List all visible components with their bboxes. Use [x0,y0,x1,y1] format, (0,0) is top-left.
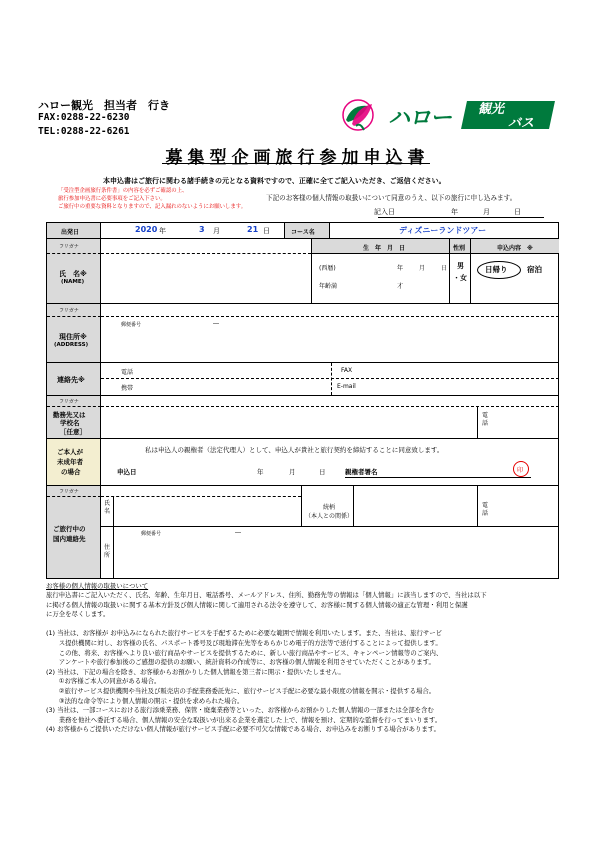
entry-day: 日 [514,208,521,216]
privacy-line: (2) 当社は、下記の場合を除き、お客様からお預かりした個人情報を第三者に開示・提供いたしません。 [46,667,345,676]
intro-text: 本申込書はご旅行に関わる諸手続きの元となる資料ですので、正確に全てご記入いただき、ご返信ください。 [103,177,446,185]
divider [449,239,450,303]
email-label: E-mail [337,383,356,390]
postal-dash: ― [213,320,219,327]
divider [101,316,559,317]
consent-line: 下記のお客様の個人情報の取扱いについて同意のうえ、以下の旅行に申し込みます。 [266,194,517,202]
entry-date-label: 記入日 [374,208,395,216]
guardian-sign-label: 親権者署名 [345,468,378,476]
privacy-line: この他、将来、お客様へより良い旅行商品やサービスを提供するために、新しい旅行商品やサービス、キャンペーン情報等のご案内、 [46,648,443,657]
contact-row[interactable] [101,363,559,396]
divider [101,253,311,254]
name-en-label: (NAME) [61,279,85,285]
work-label: 学校名 [60,419,80,427]
notice-line: ご旅行中の重要な資料となりますので、記入漏れのないようにお願いします。 [58,204,247,210]
relation-label: 続柄 [323,504,336,511]
postal-label: 郵便番号 [121,322,142,328]
month-unit: 月 [213,227,220,235]
application-date-label: 申込日 [117,468,137,476]
month-unit: 月 [419,265,426,272]
work-label: ［任意］ [60,428,86,436]
emergency-label-cell [47,486,101,579]
age-label: 年齢満 [319,283,338,290]
divider [470,239,471,303]
privacy-line: アンケートや旅行参加後のご感想の提供のお願い、統計資料の作成等に、お客様の個人情報を利用させていただくことがあります。 [46,658,435,667]
logo-bus-text: バス [508,116,535,131]
privacy-line: に掲げる個人情報の取扱いに関する基本方針及び個人情報に関して適用される法令を遵守して、お客様に関する個人情報の適正な管理・利用と保護 [46,600,468,609]
gender-label: 性別 [453,245,466,252]
emergency-phone-label: 電話 [482,502,489,517]
furigana-label: フリガナ [59,244,79,250]
address-label: 現住所※ [59,333,87,341]
entry-year: 年 [451,208,458,216]
departure-row[interactable] [101,223,559,239]
privacy-line: に万全を尽くします。 [46,610,110,619]
gender-female[interactable]: ・女 [453,274,467,282]
divider [101,526,559,527]
entry-month: 月 [483,208,490,216]
notice-line: 「受注型企画旅行条件書」の内容を必ずご確認の上、 [58,188,188,194]
divider [47,316,101,317]
contact-label: 連絡先※ [57,376,85,384]
fax-number: FAX:0288-22-6230 [38,112,130,123]
minor-row[interactable] [101,439,559,486]
privacy-line: ②旅行サービス提供機関や当社及び販売店の手配業務委託先に、旅行サービス手配に必要な最小限度の情報を開示・提供する場合。 [46,686,436,695]
divider [101,378,559,379]
minor-label: の場合 [61,468,81,476]
minor-label-cell [47,439,101,486]
address-row[interactable] [101,304,559,363]
privacy-line: (1) 当社は、お客様が お申込みになられた旅行サービスを手配するために必要な範囲で情報を利用いたします。また、当社は、旅行サービ [46,629,443,638]
emergency-address-label: 住所 [104,544,111,559]
furigana-label: フリガナ [59,489,79,495]
divider [353,486,354,526]
company-logo [338,96,558,138]
departure-label-cell [47,223,101,239]
year-unit: 年 [257,468,264,476]
privacy-line: (3) 当社は、一部コースにおける旅行添乗業務、保管・廃棄業務等といった、お客様からお預かりした個人情報の一部または全部を含む [46,706,434,715]
divider [301,486,302,526]
privacy-heading: お客様の個人情報の取扱いについて [46,582,149,590]
work-label-cell [47,396,101,439]
emergency-name-label: 氏名 [104,500,111,515]
birthdate-label: 生 年 月 日 [363,245,406,252]
departure-label: 出発日 [61,229,80,236]
daytrip-option[interactable]: 日帰り [485,265,508,274]
emergency-row[interactable] [101,486,559,579]
guardian-text: 私は申込人の親権者（法定代理人）として、申込人が貴社と旅行契約を締結することに同意致します。 [145,446,444,454]
application-form [46,222,559,579]
name-label-cell [47,239,101,304]
work-row[interactable] [101,396,559,439]
divider [477,406,478,438]
notice-line: 旅行参加申込書に必要事項をご記入下さい。 [58,196,166,202]
divider [477,486,478,526]
address-en-label: (ADDRESS) [54,342,89,348]
divider [101,406,559,407]
notice-red [58,187,246,211]
year-unit: 年 [397,265,404,272]
apply-content-label: 申込内容 ※ [497,245,533,252]
page-title: 募集型企画旅行参加申込書 [165,148,430,168]
privacy-line: (4) お客様からご提供いただけない個人情報が旅行サービス手配に必要不可欠な情報である場合、お申込みをお断りする場合があります。 [46,725,441,734]
entry-date-underline [378,217,544,218]
flower-logo-icon [338,96,382,136]
gender-male[interactable]: 男 [457,262,464,270]
minor-label: 未成年者 [57,458,83,466]
divider [47,253,101,254]
course-name[interactable]: ディズニーランドツアー [399,226,487,235]
day-unit: 日 [263,227,270,235]
name-label: 氏 名※ [59,270,87,278]
privacy-text [46,591,558,735]
postal-dash: ― [235,529,241,536]
day-unit: 日 [441,265,448,272]
work-phone-label: 電話 [482,412,489,427]
title-underline [162,163,430,164]
course-label: コース名 [291,229,315,236]
phone-label: 電話 [121,369,134,376]
privacy-line [46,620,558,630]
contact-label-cell [47,363,101,396]
seal-label: 印 [517,467,524,474]
emergency-label: ご旅行中の [53,525,86,533]
divider [113,496,114,578]
overnight-option[interactable]: 宿泊 [527,265,542,274]
privacy-line: ③法的な命令等により個人情報の開示・提供を求められた場合。 [46,696,244,705]
mobile-label: 携帯 [121,385,134,392]
work-label: 勤務先又は [53,411,86,419]
postal-label: 郵便番号 [141,531,162,537]
privacy-line: 旅行申込書にご記入いただく、氏名、年齢、生年月日、電話番号、メールアドレス、住所、勤務先等の情報は「個人情報」に該当しますので、当社は以下 [46,591,487,599]
divider [47,496,101,497]
privacy-line: ス提供機関に対し、お客様の氏名、パスポート番号及び現地滞在先等をあらかじめ電子的方法等で送付することによって提供します。 [46,638,442,647]
year-unit: 年 [159,227,166,235]
day-unit: 日 [319,468,326,476]
divider [47,406,101,407]
privacy-line: 業務を他社へ委託する場合、個人情報の安全な取扱いが出来る企業を選定した上で、情報を預け、定期的な監督を行ってまいります。 [46,715,442,724]
divider [331,363,332,395]
fax-label: FAX [341,367,353,374]
logo-kanko-text: 観光 [478,102,505,117]
signature-line [345,477,531,478]
recipient-heading: ハロー観光 担当者 行き [38,99,170,112]
furigana-label: フリガナ [59,308,79,314]
month-unit: 月 [289,468,296,476]
departure-day[interactable]: 21 [247,225,259,234]
emergency-label: 国内連絡先 [53,535,86,543]
address-label-cell [47,304,101,363]
minor-label: ご本人が [57,448,83,456]
departure-year[interactable]: 2020 [135,225,158,234]
departure-month[interactable]: 3 [199,225,205,234]
tel-number: TEL:0288-22-6261 [38,126,130,137]
name-row[interactable] [101,239,559,304]
logo-hello-text: ハロー [388,106,452,131]
relation-sub-label: （本人との関係） [305,513,354,520]
seireki-label: (西暦) [319,265,336,272]
privacy-line: ①お客様ご本人の同意がある場合。 [46,677,161,686]
age-unit: 才 [397,283,404,290]
divider [101,496,301,497]
furigana-label: フリガナ [59,399,79,405]
